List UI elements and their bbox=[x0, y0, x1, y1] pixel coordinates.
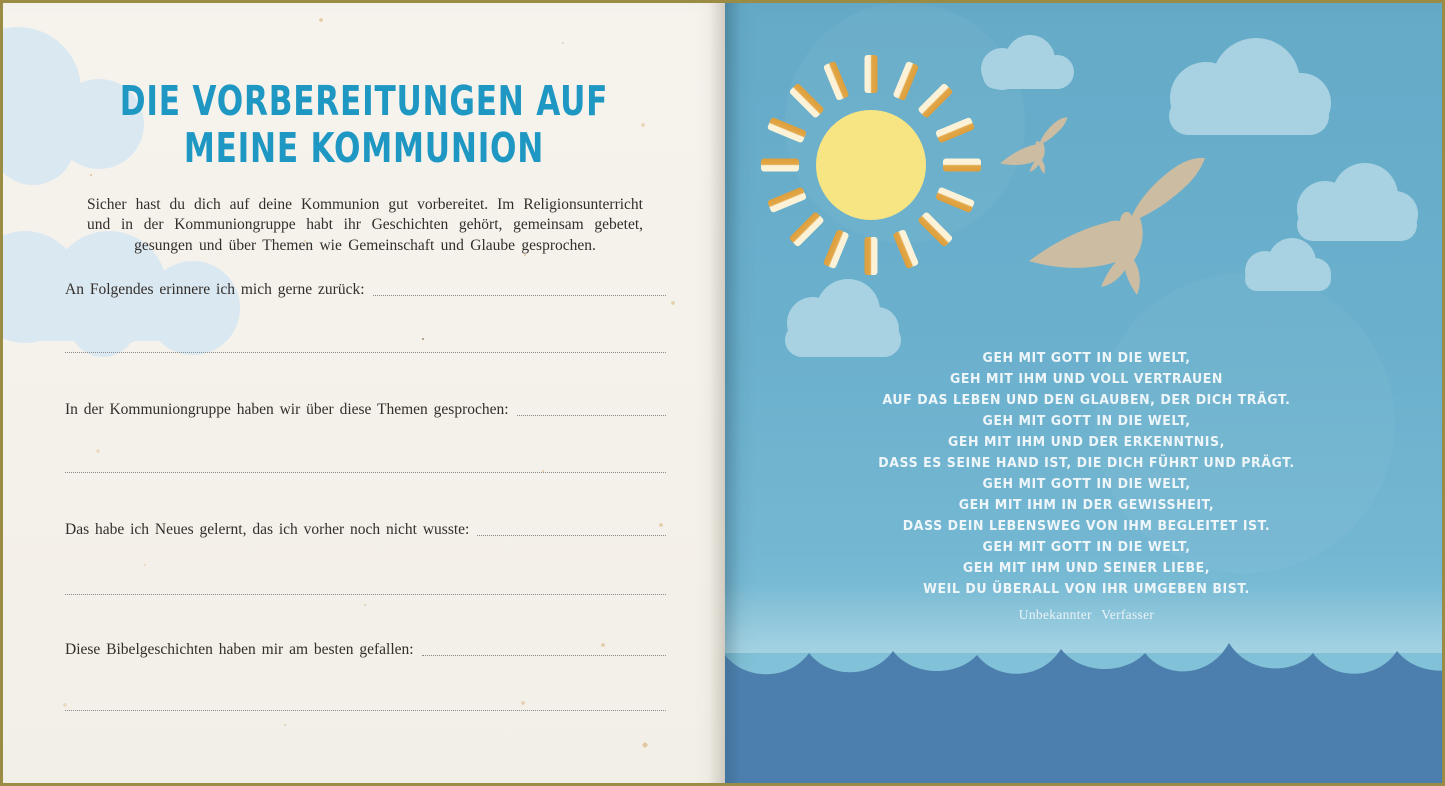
write-line[interactable] bbox=[517, 415, 666, 416]
sea-waves bbox=[725, 643, 1445, 786]
prompt-row-memories bbox=[65, 281, 666, 299]
poem-line: GEH MIT IHM UND SEINER LIEBE, bbox=[962, 560, 1211, 576]
write-line[interactable] bbox=[477, 535, 666, 536]
right-page bbox=[725, 3, 1445, 786]
prompt-label: An Folgendes erinnere ich mich gerne zurück: bbox=[65, 281, 365, 298]
bird-icon-large bbox=[1029, 158, 1205, 295]
write-line[interactable] bbox=[65, 352, 666, 353]
write-line[interactable] bbox=[65, 710, 666, 711]
title-line-1: DIE VORBEREITUNGEN AUF bbox=[119, 77, 609, 126]
prompt-label: In der Kommuniongruppe haben wir über diese Themen gesprochen: bbox=[65, 401, 509, 418]
cloud-icon-2 bbox=[1169, 38, 1331, 135]
poem-line: GEH MIT IHM UND DER ERKENNTNIS, bbox=[948, 434, 1225, 450]
prompt-label: Das habe ich Neues gelernt, das ich vorher noch nicht wusste: bbox=[65, 521, 470, 538]
poem-line: GEH MIT GOTT IN DIE WELT, bbox=[982, 539, 1191, 555]
cloud-icon-5 bbox=[785, 279, 901, 357]
prompt-row-bible-stories bbox=[65, 641, 666, 659]
cloud-icon-4 bbox=[1245, 238, 1331, 291]
poem-line: GEH MIT IHM IN DER GEWISSHEIT, bbox=[958, 497, 1215, 513]
poem bbox=[750, 348, 1422, 600]
write-line[interactable] bbox=[422, 655, 666, 656]
poem-attribution: Unbekannter Verfasser bbox=[1018, 607, 1155, 622]
poem-line: DASS ES SEINE HAND IST, DIE DICH FÜHRT UND PRÄGT. bbox=[878, 455, 1295, 471]
write-line[interactable] bbox=[65, 594, 666, 595]
poem-line: GEH MIT GOTT IN DIE WELT, bbox=[982, 476, 1191, 492]
sun-icon bbox=[761, 55, 981, 275]
left-page bbox=[3, 3, 725, 786]
prompt-label: Diese Bibelgeschichten haben mir am besten gefallen: bbox=[65, 641, 414, 658]
title-line-2: MEINE KOMMUNION bbox=[183, 124, 545, 173]
poem-line: GEH MIT GOTT IN DIE WELT, bbox=[982, 350, 1191, 366]
poem-line: GEH MIT GOTT IN DIE WELT, bbox=[982, 413, 1191, 429]
poem-line: DASS DEIN LEBENSWEG VON IHM BEGLEITET IST. bbox=[902, 518, 1271, 534]
prompt-row-learned bbox=[65, 521, 666, 539]
cloud-icon-3 bbox=[1297, 163, 1418, 241]
poem-line: AUF DAS LEBEN UND DEN GLAUBEN, DER DICH TRÄGT. bbox=[882, 392, 1291, 408]
poem-line: GEH MIT IHM UND VOLL VERTRAUEN bbox=[950, 371, 1223, 387]
intro-paragraph: Sicher hast du dich auf deine Kommunion gut vorbereitet. Im Religionsunterricht und in der Kommuniongruppe habt ihr Geschichten gehört, gemeinsam gebetet, gesungen und über Themen wie Gemeinschaft und Glaube gesprochen. bbox=[87, 195, 643, 254]
page-title bbox=[90, 78, 639, 172]
write-line[interactable] bbox=[65, 472, 666, 473]
write-line[interactable] bbox=[373, 295, 666, 296]
cloud-icon-1 bbox=[981, 35, 1074, 90]
prompt-row-topics bbox=[65, 401, 666, 419]
poem-line: WEIL DU ÜBERALL VON IHR UMGEBEN BIST. bbox=[923, 581, 1250, 597]
